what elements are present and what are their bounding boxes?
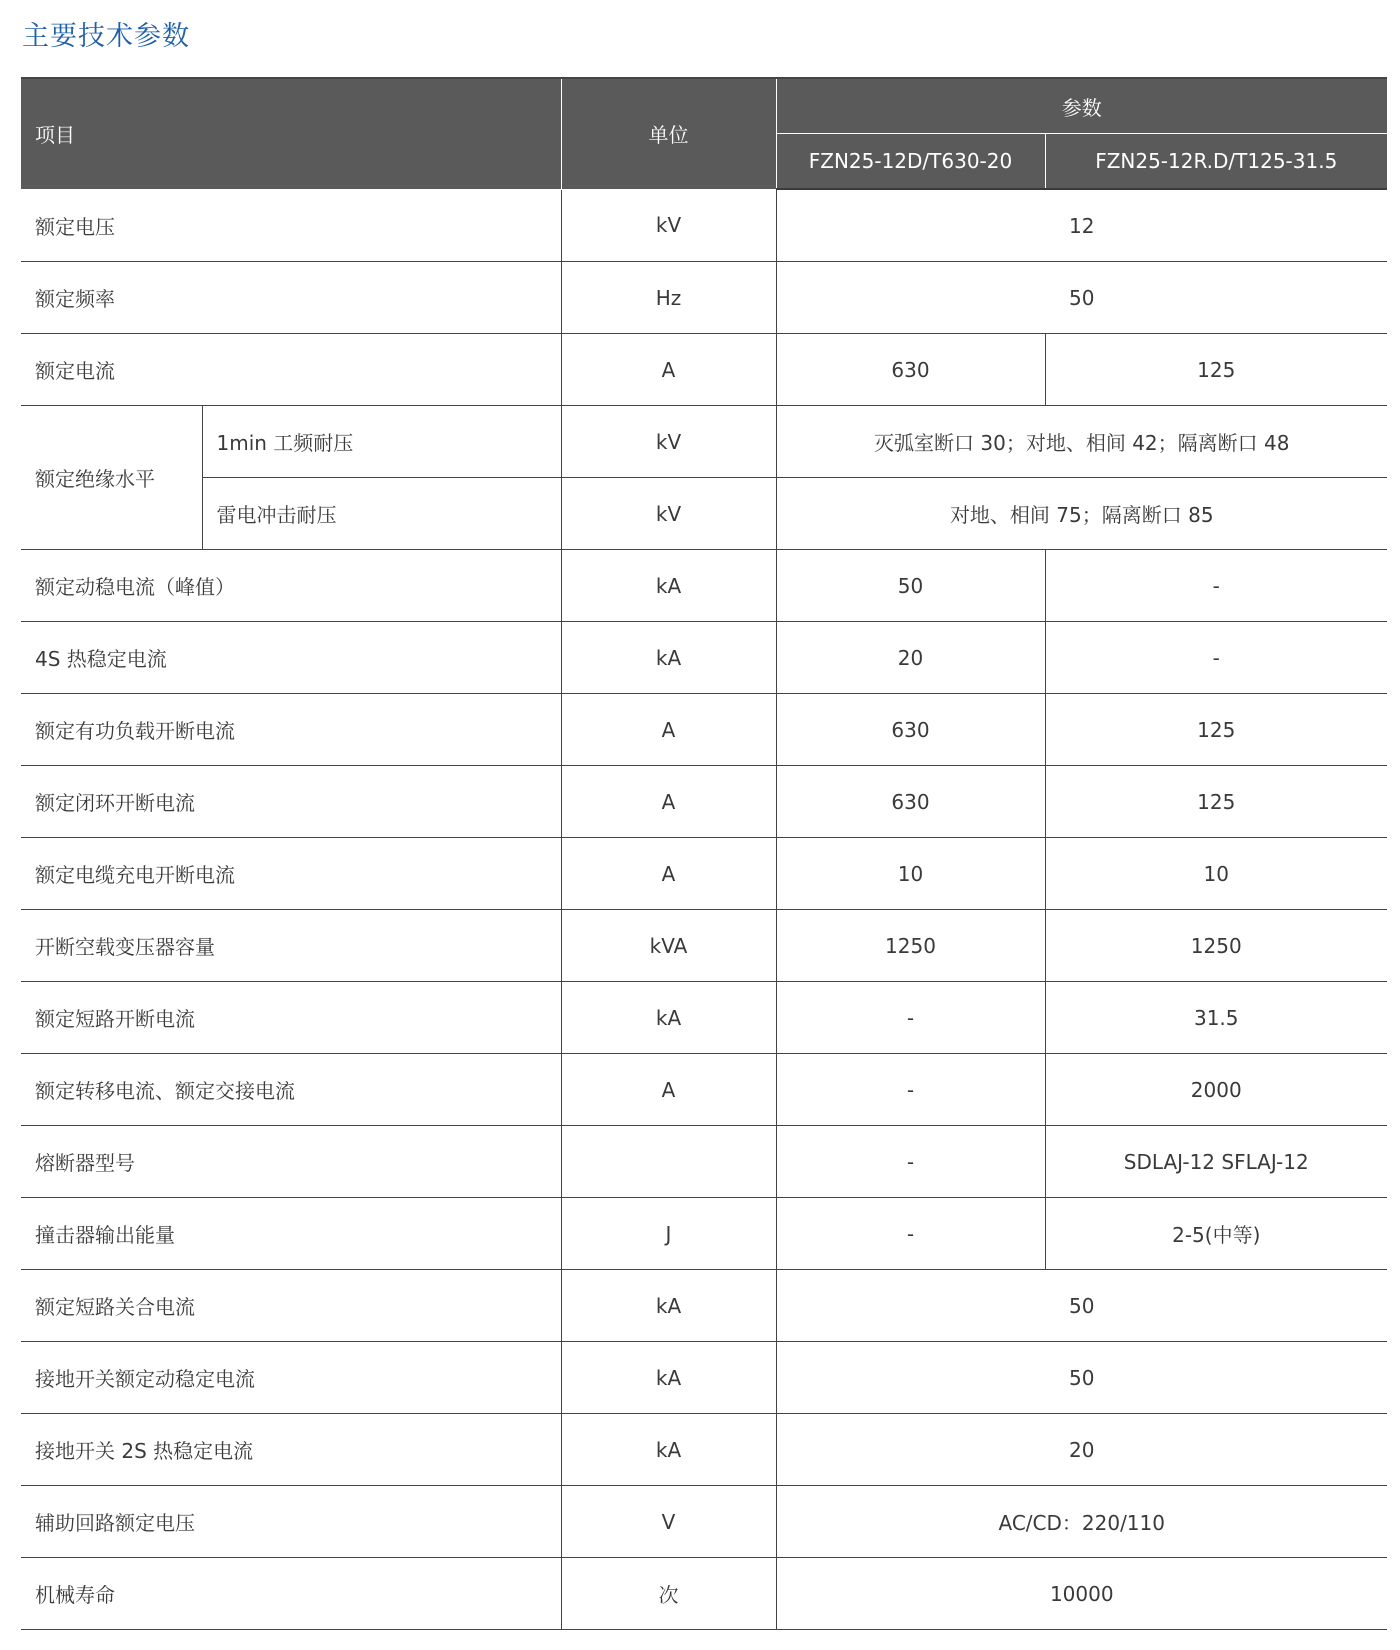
row-value-b: 125 xyxy=(1045,694,1387,766)
row-unit: kA xyxy=(561,1342,776,1414)
row-value: 50 xyxy=(776,262,1387,334)
row-value: 灭弧室断口 30；对地、相间 42；隔离断口 48 xyxy=(776,406,1387,478)
row-value-a: 20 xyxy=(776,622,1045,694)
row-item: 额定电缆充电开断电流 xyxy=(21,838,561,910)
row-item: 接地开关额定动稳定电流 xyxy=(21,1342,561,1414)
row-item: 熔断器型号 xyxy=(21,1126,561,1198)
row-unit: kA xyxy=(561,982,776,1054)
row-item: 开断空载变压器容量 xyxy=(21,910,561,982)
row-unit: V xyxy=(561,1486,776,1558)
table-row xyxy=(21,622,1387,694)
row-item: 额定电压 xyxy=(21,189,561,262)
row-value-b: - xyxy=(1045,550,1387,622)
row-item: 辅助回路额定电压 xyxy=(21,1486,561,1558)
row-item: 额定短路开断电流 xyxy=(21,982,561,1054)
row-value: 10000 xyxy=(776,1558,1387,1630)
row-value-a: 630 xyxy=(776,694,1045,766)
table-row xyxy=(21,1126,1387,1198)
row-unit: A xyxy=(561,838,776,910)
header-model-b: FZN25-12R.D/T125-31.5 xyxy=(1045,134,1387,190)
row-item: 4S 热稳定电流 xyxy=(21,622,561,694)
page-title: 主要技术参数 xyxy=(22,21,190,52)
row-value-a: - xyxy=(776,982,1045,1054)
row-item: 额定有功负载开断电流 xyxy=(21,694,561,766)
row-unit: A xyxy=(561,766,776,838)
row-value: 20 xyxy=(776,1414,1387,1486)
row-value-b: 125 xyxy=(1045,766,1387,838)
row-value-b: 2000 xyxy=(1045,1054,1387,1126)
row-value-a: - xyxy=(776,1054,1045,1126)
header-row xyxy=(21,78,1387,134)
row-unit: kA xyxy=(561,1414,776,1486)
table-row xyxy=(21,189,1387,262)
row-value: AC/CD：220/110 xyxy=(776,1486,1387,1558)
row-unit: kA xyxy=(561,1270,776,1342)
row-item: 机械寿命 xyxy=(21,1558,561,1630)
header-model-a: FZN25-12D/T630-20 xyxy=(776,134,1045,190)
row-unit: kV xyxy=(561,406,776,478)
row-value-b: 2-5(中等) xyxy=(1045,1198,1387,1270)
row-item: 额定转移电流、额定交接电流 xyxy=(21,1054,561,1126)
row-value-a: 630 xyxy=(776,766,1045,838)
row-value-b: 1250 xyxy=(1045,910,1387,982)
table-row xyxy=(21,1342,1387,1414)
row-unit: kA xyxy=(561,622,776,694)
row-unit: Hz xyxy=(561,262,776,334)
row-value-b: 125 xyxy=(1045,334,1387,406)
table-row xyxy=(21,550,1387,622)
row-unit: A xyxy=(561,694,776,766)
header-params: 参数 xyxy=(776,78,1387,134)
table-row xyxy=(21,910,1387,982)
row-value-a: 50 xyxy=(776,550,1045,622)
row-value-b: 10 xyxy=(1045,838,1387,910)
row-unit: kV xyxy=(561,189,776,262)
row-unit: A xyxy=(561,1054,776,1126)
row-value-b: - xyxy=(1045,622,1387,694)
row-item: 额定电流 xyxy=(21,334,561,406)
row-value: 对地、相间 75；隔离断口 85 xyxy=(776,478,1387,550)
table-row xyxy=(21,1414,1387,1486)
header-item: 项目 xyxy=(21,78,561,189)
table-row xyxy=(21,262,1387,334)
table-row xyxy=(21,838,1387,910)
row-value: 50 xyxy=(776,1342,1387,1414)
row-value-a: 10 xyxy=(776,838,1045,910)
row-value-b: 31.5 xyxy=(1045,982,1387,1054)
table-row xyxy=(21,1558,1387,1630)
row-unit xyxy=(561,1126,776,1198)
table-row xyxy=(21,1270,1387,1342)
table-row xyxy=(21,694,1387,766)
row-unit: kA xyxy=(561,550,776,622)
table-row xyxy=(21,478,1387,550)
row-unit: 次 xyxy=(561,1558,776,1630)
header-unit: 单位 xyxy=(561,78,776,189)
row-value: 12 xyxy=(776,189,1387,262)
table-row xyxy=(21,982,1387,1054)
row-value-a: 1250 xyxy=(776,910,1045,982)
row-unit: kV xyxy=(561,478,776,550)
table-row xyxy=(21,766,1387,838)
row-item: 额定闭环开断电流 xyxy=(21,766,561,838)
spec-table xyxy=(21,77,1387,1630)
table-row xyxy=(21,406,1387,478)
row-value-a: - xyxy=(776,1126,1045,1198)
table-row xyxy=(21,1198,1387,1270)
row-value-a: - xyxy=(776,1198,1045,1270)
row-item: 额定频率 xyxy=(21,262,561,334)
row-subitem: 1min 工频耐压 xyxy=(202,406,561,478)
row-item: 接地开关 2S 热稳定电流 xyxy=(21,1414,561,1486)
table-row xyxy=(21,1486,1387,1558)
row-subitem: 雷电冲击耐压 xyxy=(202,478,561,550)
row-item: 额定绝缘水平 xyxy=(21,406,202,550)
row-unit: J xyxy=(561,1198,776,1270)
row-item: 额定动稳电流（峰值） xyxy=(21,550,561,622)
table-row xyxy=(21,1054,1387,1126)
row-unit: kVA xyxy=(561,910,776,982)
row-item: 额定短路关合电流 xyxy=(21,1270,561,1342)
row-value-a: 630 xyxy=(776,334,1045,406)
table-row xyxy=(21,334,1387,406)
row-value: 50 xyxy=(776,1270,1387,1342)
row-value-b: SDLAJ-12 SFLAJ-12 xyxy=(1045,1126,1387,1198)
row-item: 撞击器输出能量 xyxy=(21,1198,561,1270)
row-unit: A xyxy=(561,334,776,406)
